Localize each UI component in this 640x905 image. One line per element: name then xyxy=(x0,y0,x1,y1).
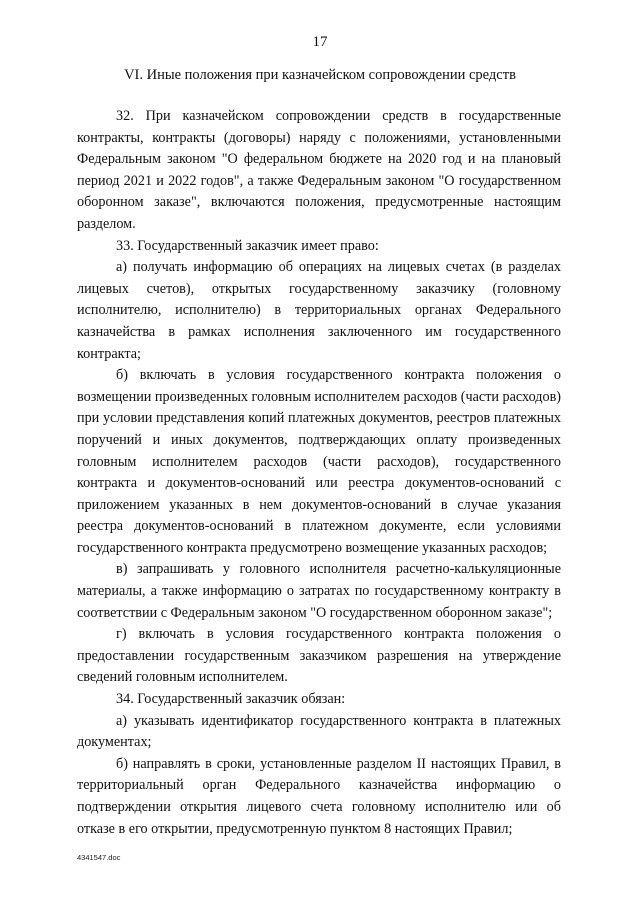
page-number: 17 xyxy=(312,34,328,50)
paragraph-33-heading: 33. Государственный заказчик имеет право: xyxy=(116,237,379,254)
paragraph-34-b: б) направлять в сроки, установленные разделом II настоящих Правил, в территориальный орган Федерального казначейства информацию о подтверждении открытия лицевого счета головному исполнителю или об отказе в его открытии, предусмотренную пунктом 8 настоящих Правил; xyxy=(77,755,561,837)
paragraph-34-a: а) указывать идентификатор государственного контракта в платежных документах; xyxy=(77,712,561,751)
paragraph-33-a: а) получать информацию об операциях на лицевых счетах (в разделах лицевых счетов), открытых государственному заказчику (головному исполнителю, исполнителю) в территориальных органах Федерального казначейства в рамках исполнения заключенного им государственного контракта; xyxy=(77,259,561,362)
paragraph-33-b: б) включать в условия государственного контракта положения о возмещении произведенных головным исполнителем расходов (части расходов) при условии представления копий платежных документов, реестров платежных поручений и иных документов, подтверждающих оплату произведенных головным исполнителем расходов (части расходов), государственного контракта и документов-оснований или реестра документов-оснований с приложением указанных в нем документов-оснований в случае указания реестра документов-оснований в платежном документе, если условиями государственного контракта предусмотрено возмещение указанных расходов; xyxy=(77,367,562,556)
file-name-footer: 4341547.doc xyxy=(77,853,121,862)
section-title: VI. Иные положения при казначейском сопровождении средств xyxy=(124,67,516,83)
paragraph-33-g: г) включать в условия государственного контракта положения о предоставлении государственным заказчиком разрешения на утверждение сведений головным исполнителем. xyxy=(77,626,561,686)
paragraph-34-heading: 34. Государственный заказчик обязан: xyxy=(116,691,346,708)
paragraph-33-v: в) запрашивать у головного исполнителя расчетно-калькуляционные материалы, а также информацию о затратах по государственному контракту в соответствии с Федеральным законом "О государственном оборонном заказе"; xyxy=(77,561,561,621)
document-body xyxy=(77,106,561,840)
paragraph-32: 32. При казначейском сопровождении средств в государственные контракты, контракты (договоры) наряду с положениями, установленными Федеральным законом "О федеральном бюджете на 2020 год и на плановый период 2021 и 2022 годов", а также Федеральным законом "О государственном оборонном заказе", включаются положения, предусмотренные настоящим разделом. xyxy=(77,108,561,232)
